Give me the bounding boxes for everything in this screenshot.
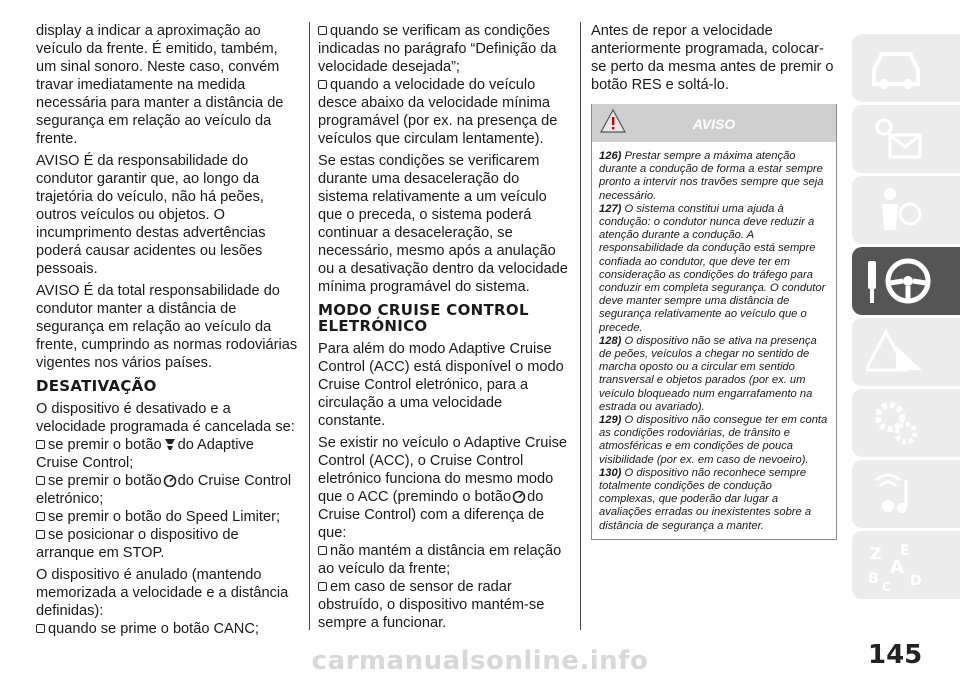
chapter-tabs: [852, 34, 960, 602]
checkbox-bullet-icon: [36, 476, 45, 485]
paragraph: Se existir no veículo o Adaptive Cruise Control (ACC), o Cruise Control eletrónico funciona do mesmo modo que o ACC (premindo o botão do Cruise Control) com a diferença de que:: [318, 435, 568, 541]
checkbox-bullet-icon: [36, 624, 45, 633]
section-heading: DESATIVAÇÃO: [36, 377, 157, 395]
warning-item: 126) Prestar sempre a máxima atenção durante a condução de forma a estar sempre pronto a intervir nos travões sempre que seja necessário.: [599, 150, 824, 202]
svg-text:E: E: [900, 543, 910, 559]
list-item: se premir o botão do Adaptive Cruise Control;: [36, 437, 254, 471]
watermark: carmanualsonline.info: [311, 646, 649, 676]
list-item: se premir o botão do Speed Limiter;: [36, 508, 300, 526]
paragraph: O dispositivo é anulado (mantendo memorizada a velocidade e a distância definidas):: [36, 567, 289, 619]
column-2: [318, 22, 570, 632]
warning-item: 128) O dispositivo não se ativa na presença de peões, veículos a chegar no sentido de marcha oposto ou a circular em sentido transversal e objetos parados (por ex. um veículo bloqueado num engarrafamento na estrada ou avariado).: [599, 334, 817, 413]
checkbox-bullet-icon: [318, 582, 327, 591]
column-3: [591, 22, 837, 540]
checkbox-bullet-icon: [318, 80, 327, 89]
speedometer-icon: [163, 473, 177, 487]
adaptive-cruise-icon: [163, 437, 177, 451]
warning-body: [592, 142, 836, 539]
list-item: não mantém a distância em relação ao veículo da frente;: [318, 543, 562, 577]
column-divider: [309, 22, 310, 630]
paragraph: display a indicar a aproximação ao veículo da frente. É emitido, também, um sinal sonoro. Neste caso, convém travar imediatamente na medida necessária para manter a distância de segurança em relação ao veículo da frente.: [36, 23, 284, 147]
tab-starting-driving[interactable]: [852, 247, 960, 315]
speedometer-icon: [512, 489, 526, 503]
warning-box: [591, 104, 837, 540]
warning-header: [592, 104, 836, 142]
paragraph: AVISO É da responsabilidade do condutor garantir que, ao longo da trajetória do veículo, não há peões, outros veículos ou objetos. O incumprimento destas advertências poderá causar acidentes ou lesões pessoais.: [36, 153, 266, 277]
svg-text:C: C: [882, 580, 891, 593]
checkbox-bullet-icon: [36, 440, 45, 449]
tab-multimedia[interactable]: [852, 460, 960, 528]
seatbelt-airbag-icon: [866, 182, 926, 238]
paragraph: Antes de repor a velocidade anteriormente programada, colocar-se perto da mesma antes de premir o botão RES e soltá-lo.: [591, 23, 834, 93]
svg-text:A: A: [890, 557, 904, 578]
checkbox-bullet-icon: [36, 512, 45, 521]
paragraph: AVISO É da total responsabilidade do condutor manter a distância de segurança em relação ao veículo da frente, cumprindo as normas rodoviárias vigentes nos vários países.: [36, 283, 298, 371]
column-1: [36, 22, 300, 638]
svg-text:D: D: [910, 573, 922, 589]
svg-text:B: B: [868, 571, 879, 587]
tab-safety[interactable]: [852, 176, 960, 244]
paragraph: O dispositivo é desativado e a velocidade programada é cancelada se:: [36, 401, 295, 435]
column-divider: [580, 22, 581, 630]
warning-item: 127) O sistema constitui uma ajuda à condução: o condutor nunca deve reduzir a atenção durante a condução. A responsabilidade da condução está sempre confiada ao condutor, que deve ter em consideração as condições do tráfego para conduzir em completa segurança. O condutor deve manter sempre uma distância de segurança relativamente ao veículo que o precede.: [599, 202, 826, 334]
index-icon: [866, 537, 926, 593]
warning-item: 129) O dispositivo não consegue ter em conta as condições rodoviárias, de trânsito e atmosféricas e em condições de pouca visibilidade (por ex. em caso de nevoeiro).: [599, 414, 828, 466]
svg-text:Z: Z: [870, 544, 882, 563]
tab-warning-lights[interactable]: [852, 105, 960, 173]
list-item: quando se verificam as condições indicadas no parágrafo “Definição da velocidade desejada”;: [318, 23, 557, 75]
list-item: se premir o botão do Cruise Control eletrónico;: [36, 473, 292, 507]
checkbox-bullet-icon: [318, 546, 327, 555]
checkbox-bullet-icon: [36, 530, 45, 539]
tab-index[interactable]: [852, 531, 960, 599]
paragraph: Para além do modo Adaptive Cruise Control (ACC) está disponível o modo Cruise Control eletrónico, para a circulação a uma velocidade constante.: [318, 341, 564, 429]
tab-emergency[interactable]: [852, 318, 960, 386]
page-number: 145: [868, 640, 923, 670]
paragraph: Se estas condições se verificarem durante uma desaceleração do sistema relativamente a um veículo que o preceda, o sistema poderá continuar a desaceleração, se necessário, mesmo após a anulação ou a desativação dentro da velocidade mínima programável do sistema.: [318, 153, 568, 295]
maintenance-icon: [866, 395, 926, 451]
tab-dashboard[interactable]: [852, 34, 960, 102]
warning-title: AVISO: [692, 116, 736, 132]
breakdown-icon: [866, 324, 926, 380]
warning-item: 130) O dispositivo não reconhece sempre totalmente condições de condução complexas, que poderão dar lugar a avaliações erradas ou inexistentes sobre a distância de segurança a manter.: [599, 466, 812, 532]
tab-maintenance[interactable]: [852, 389, 960, 457]
section-heading: MODO CRUISE CONTROL ELETRÓNICO: [318, 301, 529, 335]
list-item: em caso de sensor de radar obstruído, o dispositivo mantém-se sempre a funcionar.: [318, 579, 545, 631]
list-item: quando a velocidade do veículo desce abaixo da velocidade mínima programável (por ex. na presença de veículos que circulam lentamente).: [318, 77, 558, 147]
key-steering-wheel-icon: [866, 253, 938, 309]
car-dashboard-icon: [866, 40, 926, 96]
checkbox-bullet-icon: [318, 26, 327, 35]
multimedia-icon: [866, 466, 926, 522]
warning-lights-icon: [866, 111, 926, 167]
list-item: quando se prime o botão CANC;: [36, 620, 300, 638]
list-item: se posicionar o dispositivo de arranque em STOP.: [36, 527, 239, 561]
